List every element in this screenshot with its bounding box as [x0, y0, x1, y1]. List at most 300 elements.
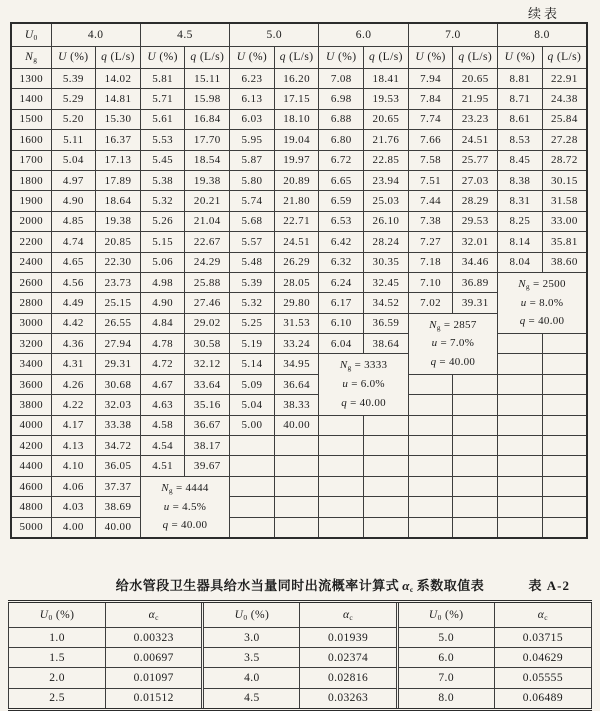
value-cell [542, 395, 587, 415]
u-percent-header: U (%) [140, 46, 185, 69]
value-cell: 8.38 [498, 170, 543, 190]
ng-row-label: 1900 [11, 191, 51, 211]
ng-row-label: 1400 [11, 89, 51, 109]
value-cell [364, 415, 409, 435]
value-cell: 27.03 [453, 170, 498, 190]
value-cell [453, 497, 498, 517]
value-cell: 30.35 [364, 252, 409, 272]
u0-value-header: 8.0 [498, 23, 587, 46]
value-cell: 16.20 [274, 69, 319, 89]
value-cell [230, 476, 275, 496]
u-percent-header: U (%) [51, 46, 96, 69]
table-row [11, 334, 587, 354]
value-cell: 18.54 [185, 150, 230, 170]
value-cell: 14.81 [96, 89, 141, 109]
value-cell: 4.26 [51, 374, 96, 394]
value-cell: 6.10 [319, 313, 364, 333]
ng-row-label: 4200 [11, 436, 51, 456]
value-cell: 22.91 [542, 69, 587, 89]
value-cell [498, 517, 543, 538]
value-cell: 4.74 [51, 232, 96, 252]
alpha-value-cell: 0.01512 [106, 688, 203, 709]
value-cell [364, 436, 409, 456]
value-cell: 6.72 [319, 150, 364, 170]
value-cell: 5.19 [230, 334, 275, 354]
value-cell [364, 497, 409, 517]
limit-note-cell [498, 272, 587, 333]
value-cell: 20.65 [453, 69, 498, 89]
coeff-row [9, 668, 592, 688]
value-cell: 8.31 [498, 191, 543, 211]
value-cell: 5.53 [140, 130, 185, 150]
value-cell: 29.02 [185, 313, 230, 333]
alpha-c-header: $\alpha_c$ [300, 602, 397, 628]
value-cell: 38.60 [542, 252, 587, 272]
u0-percent-header: $U_0$ (%) [397, 602, 494, 628]
alpha-value-cell: 0.04629 [494, 648, 591, 668]
u0-value-cell: 8.0 [397, 688, 494, 709]
flow-table-body [11, 69, 587, 538]
coeff-table-title-row [8, 575, 592, 594]
value-cell [542, 476, 587, 496]
value-cell: 40.00 [96, 517, 141, 538]
value-cell: 5.26 [140, 211, 185, 231]
value-cell: 17.13 [96, 150, 141, 170]
ng-row-label: 2000 [11, 211, 51, 231]
value-cell: 29.31 [96, 354, 141, 374]
value-cell: 5.09 [230, 374, 275, 394]
u0-value-cell: 6.0 [397, 648, 494, 668]
u0-value-header: 6.0 [319, 23, 408, 46]
note-ng-line: $N_g = 4444$ [161, 481, 209, 495]
table-row [11, 395, 587, 415]
value-cell: 8.71 [498, 89, 543, 109]
ng-row-label: 3600 [11, 374, 51, 394]
value-cell: 32.45 [364, 272, 409, 292]
value-cell: 34.72 [96, 436, 141, 456]
value-cell [498, 354, 543, 374]
value-cell: 38.33 [274, 395, 319, 415]
q-flow-header: q (L/s) [453, 46, 498, 69]
value-cell: 6.23 [230, 69, 275, 89]
value-cell [408, 456, 453, 476]
value-cell: 7.58 [408, 150, 453, 170]
coeff-row [9, 648, 592, 668]
ng-row-label: 3400 [11, 354, 51, 374]
value-cell: 36.59 [364, 313, 409, 333]
value-cell [498, 497, 543, 517]
value-cell: 16.37 [96, 130, 141, 150]
value-cell [274, 517, 319, 538]
value-cell [319, 436, 364, 456]
value-cell [453, 415, 498, 435]
value-cell: 40.00 [274, 415, 319, 435]
value-cell: 7.44 [408, 191, 453, 211]
value-cell: 4.13 [51, 436, 96, 456]
value-cell: 4.90 [140, 293, 185, 313]
note-u-line: u = 7.0% [431, 337, 475, 350]
value-cell [542, 456, 587, 476]
alpha-c-header: $\alpha_c$ [494, 602, 591, 628]
value-cell: 5.32 [230, 293, 275, 313]
alpha-value-cell: 0.02816 [300, 668, 397, 688]
coeff-table-body [9, 628, 592, 710]
corner-ng-cell: $N_g$ [11, 46, 51, 69]
value-cell: 4.36 [51, 334, 96, 354]
coeff-row [9, 628, 592, 648]
table-row [11, 415, 587, 435]
value-cell: 25.88 [185, 272, 230, 292]
u0-value-header: 7.0 [408, 23, 497, 46]
alpha-value-cell: 0.01097 [106, 668, 203, 688]
value-cell: 5.48 [230, 252, 275, 272]
value-cell [274, 456, 319, 476]
value-cell [319, 497, 364, 517]
value-cell [364, 476, 409, 496]
value-cell: 5.11 [51, 130, 96, 150]
ng-row-label: 1500 [11, 109, 51, 129]
value-cell: 34.52 [364, 293, 409, 313]
value-cell: 8.04 [498, 252, 543, 272]
value-cell: 35.81 [542, 232, 587, 252]
limit-note-cell [140, 476, 229, 538]
value-cell: 32.12 [185, 354, 230, 374]
value-cell [230, 436, 275, 456]
value-cell: 4.65 [51, 252, 96, 272]
value-cell: 5.00 [230, 415, 275, 435]
u0-value-cell: 4.0 [203, 668, 300, 688]
alpha-coefficient-table [8, 600, 592, 711]
alpha-c-symbol: $\alpha_c$ [402, 578, 414, 594]
value-cell [319, 517, 364, 538]
value-cell [364, 517, 409, 538]
table-row [11, 191, 587, 211]
u0-value-header: 4.5 [140, 23, 229, 46]
u0-percent-header: $U_0$ (%) [203, 602, 300, 628]
value-cell: 8.81 [498, 69, 543, 89]
value-cell: 19.04 [274, 130, 319, 150]
value-cell [230, 456, 275, 476]
u0-value-cell: 1.0 [9, 628, 106, 648]
value-cell: 6.42 [319, 232, 364, 252]
value-cell [408, 517, 453, 538]
value-cell [542, 354, 587, 374]
table-row [11, 89, 587, 109]
value-cell: 27.28 [542, 130, 587, 150]
value-cell: 7.27 [408, 232, 453, 252]
value-cell: 5.68 [230, 211, 275, 231]
ng-row-label: 4400 [11, 456, 51, 476]
value-cell: 4.84 [140, 313, 185, 333]
value-cell [498, 395, 543, 415]
value-cell: 4.51 [140, 456, 185, 476]
value-cell: 5.38 [140, 170, 185, 190]
value-cell: 4.22 [51, 395, 96, 415]
value-cell: 7.08 [319, 69, 364, 89]
value-cell: 5.81 [140, 69, 185, 89]
value-cell: 22.71 [274, 211, 319, 231]
u0-value-cell: 3.5 [203, 648, 300, 668]
note-ng-line: $N_g = 2857$ [429, 318, 477, 332]
table-row [11, 150, 587, 170]
coeff-table-title: 给水管段卫生器具给水当量同时出流概率计算式 $\alpha_c$ 系数取值表 [115, 578, 485, 594]
ng-row-label: 2200 [11, 232, 51, 252]
value-cell: 15.30 [96, 109, 141, 129]
value-cell: 4.98 [140, 272, 185, 292]
table-row [11, 456, 587, 476]
value-cell [319, 476, 364, 496]
value-cell: 4.58 [140, 415, 185, 435]
value-cell: 4.54 [140, 436, 185, 456]
value-cell: 17.89 [96, 170, 141, 190]
value-cell [364, 456, 409, 476]
table-row [11, 497, 587, 517]
value-cell [274, 497, 319, 517]
value-cell: 27.94 [96, 334, 141, 354]
value-cell: 5.25 [230, 313, 275, 333]
value-cell: 33.00 [542, 211, 587, 231]
value-cell [274, 476, 319, 496]
ng-row-label: 5000 [11, 517, 51, 538]
ng-row-label: 3000 [11, 313, 51, 333]
value-cell: 5.29 [51, 89, 96, 109]
q-flow-header: q (L/s) [542, 46, 587, 69]
value-cell: 22.67 [185, 232, 230, 252]
value-cell: 20.21 [185, 191, 230, 211]
value-cell: 4.56 [51, 272, 96, 292]
table-row [11, 436, 587, 456]
value-cell: 19.97 [274, 150, 319, 170]
value-cell [498, 334, 543, 354]
alpha-c-header: $\alpha_c$ [106, 602, 203, 628]
value-cell: 36.67 [185, 415, 230, 435]
note-ng-line: $N_g = 2500$ [518, 277, 566, 291]
table-row [11, 211, 587, 231]
value-cell [542, 497, 587, 517]
coeff-row [9, 688, 592, 709]
column-header-row [11, 46, 587, 69]
value-cell: 30.58 [185, 334, 230, 354]
value-cell: 6.13 [230, 89, 275, 109]
alpha-value-cell: 0.00697 [106, 648, 203, 668]
value-cell: 24.51 [453, 130, 498, 150]
value-cell: 24.38 [542, 89, 587, 109]
u0-value-cell: 7.0 [397, 668, 494, 688]
note-u-line: u = 8.0% [520, 296, 564, 309]
value-cell: 5.06 [140, 252, 185, 272]
ng-row-label: 1300 [11, 69, 51, 89]
value-cell: 21.76 [364, 130, 409, 150]
value-cell: 4.31 [51, 354, 96, 374]
value-cell: 26.10 [364, 211, 409, 231]
value-cell: 5.04 [51, 150, 96, 170]
value-cell: 28.05 [274, 272, 319, 292]
value-cell: 19.38 [185, 170, 230, 190]
value-cell: 4.03 [51, 497, 96, 517]
value-cell: 39.67 [185, 456, 230, 476]
value-cell: 27.46 [185, 293, 230, 313]
note-q-line: q = 40.00 [519, 315, 565, 328]
value-cell [453, 456, 498, 476]
value-cell [408, 497, 453, 517]
alpha-value-cell: 0.03715 [494, 628, 591, 648]
value-cell: 4.90 [51, 191, 96, 211]
value-cell [408, 395, 453, 415]
u0-value-cell: 3.0 [203, 628, 300, 648]
value-cell: 39.31 [453, 293, 498, 313]
ng-row-label: 3800 [11, 395, 51, 415]
value-cell [498, 456, 543, 476]
table-row [11, 109, 587, 129]
u-percent-header: U (%) [498, 46, 543, 69]
value-cell: 6.04 [319, 334, 364, 354]
equivalent-flow-table [10, 22, 588, 539]
value-cell: 5.14 [230, 354, 275, 374]
table-row [11, 252, 587, 272]
value-cell [498, 476, 543, 496]
value-cell: 30.68 [96, 374, 141, 394]
value-cell: 36.89 [453, 272, 498, 292]
value-cell: 20.65 [364, 109, 409, 129]
value-cell: 7.66 [408, 130, 453, 150]
value-cell: 5.04 [230, 395, 275, 415]
value-cell: 21.04 [185, 211, 230, 231]
value-cell: 5.57 [230, 232, 275, 252]
ng-row-label: 2400 [11, 252, 51, 272]
value-cell: 17.70 [185, 130, 230, 150]
value-cell: 7.74 [408, 109, 453, 129]
note-q-line: q = 40.00 [430, 356, 476, 369]
value-cell: 37.37 [96, 476, 141, 496]
u0-value-header: 4.0 [51, 23, 140, 46]
value-cell: 7.02 [408, 293, 453, 313]
value-cell [498, 415, 543, 435]
value-cell: 6.88 [319, 109, 364, 129]
value-cell: 38.69 [96, 497, 141, 517]
limit-note-cell [408, 313, 497, 374]
ng-row-label: 2600 [11, 272, 51, 292]
value-cell: 30.15 [542, 170, 587, 190]
value-cell: 38.17 [185, 436, 230, 456]
value-cell: 34.95 [274, 354, 319, 374]
ng-row-label: 4000 [11, 415, 51, 435]
value-cell: 35.16 [185, 395, 230, 415]
value-cell: 29.80 [274, 293, 319, 313]
value-cell: 26.29 [274, 252, 319, 272]
alpha-value-cell: 0.00323 [106, 628, 203, 648]
u-percent-header: U (%) [319, 46, 364, 69]
ng-row-label: 1700 [11, 150, 51, 170]
u0-value-cell: 4.5 [203, 688, 300, 709]
u-percent-header: U (%) [408, 46, 453, 69]
ng-row-label: 2800 [11, 293, 51, 313]
value-cell: 18.10 [274, 109, 319, 129]
q-flow-header: q (L/s) [274, 46, 319, 69]
value-cell [542, 415, 587, 435]
coeff-header-row [9, 602, 592, 628]
u0-value-cell: 5.0 [397, 628, 494, 648]
u0-value-cell: 2.5 [9, 688, 106, 709]
value-cell [498, 374, 543, 394]
value-cell: 4.42 [51, 313, 96, 333]
alpha-value-cell: 0.01939 [300, 628, 397, 648]
value-cell [542, 334, 587, 354]
value-cell: 28.29 [453, 191, 498, 211]
value-cell: 15.98 [185, 89, 230, 109]
value-cell: 14.02 [96, 69, 141, 89]
value-cell: 24.51 [274, 232, 319, 252]
value-cell: 5.20 [51, 109, 96, 129]
value-cell: 7.94 [408, 69, 453, 89]
note-ng-line: $N_g = 3333$ [339, 359, 388, 373]
table-row [11, 517, 587, 538]
value-cell: 7.38 [408, 211, 453, 231]
value-cell: 25.77 [453, 150, 498, 170]
table-row [11, 272, 587, 292]
value-cell: 36.05 [96, 456, 141, 476]
note-u-line: u = 6.0% [342, 378, 385, 391]
flow-table-head [11, 23, 587, 69]
table-row [11, 354, 587, 374]
alpha-value-cell: 0.03263 [300, 688, 397, 709]
ng-row-label: 4800 [11, 497, 51, 517]
value-cell: 16.84 [185, 109, 230, 129]
alpha-value-cell: 0.06489 [494, 688, 591, 709]
q-flow-header: q (L/s) [364, 46, 409, 69]
value-cell [408, 476, 453, 496]
value-cell [408, 436, 453, 456]
value-cell: 21.95 [453, 89, 498, 109]
value-cell: 17.15 [274, 89, 319, 109]
value-cell [453, 374, 498, 394]
u0-value-cell: 1.5 [9, 648, 106, 668]
note-u-line: u = 4.5% [163, 500, 207, 513]
value-cell: 7.10 [408, 272, 453, 292]
value-cell: 34.46 [453, 252, 498, 272]
value-cell [498, 436, 543, 456]
value-cell: 4.72 [140, 354, 185, 374]
u-percent-header: U (%) [230, 46, 275, 69]
value-cell: 18.41 [364, 69, 409, 89]
value-cell: 4.49 [51, 293, 96, 313]
table-row [11, 170, 587, 190]
value-cell: 5.80 [230, 170, 275, 190]
table-row [11, 476, 587, 496]
table-row [11, 232, 587, 252]
value-cell: 15.11 [185, 69, 230, 89]
value-cell [230, 497, 275, 517]
value-cell: 8.25 [498, 211, 543, 231]
value-cell: 5.95 [230, 130, 275, 150]
value-cell: 38.64 [364, 334, 409, 354]
alpha-value-cell: 0.02374 [300, 648, 397, 668]
value-cell: 5.74 [230, 191, 275, 211]
alpha-value-cell: 0.05555 [494, 668, 591, 688]
value-cell: 4.63 [140, 395, 185, 415]
value-cell: 4.85 [51, 211, 96, 231]
value-cell: 25.15 [96, 293, 141, 313]
value-cell: 25.84 [542, 109, 587, 129]
value-cell: 36.64 [274, 374, 319, 394]
value-cell: 4.00 [51, 517, 96, 538]
value-cell: 4.97 [51, 170, 96, 190]
table-row [11, 130, 587, 150]
value-cell: 29.53 [453, 211, 498, 231]
table-row [11, 374, 587, 394]
value-cell: 33.64 [185, 374, 230, 394]
coeff-table-head [9, 602, 592, 628]
value-cell: 28.24 [364, 232, 409, 252]
